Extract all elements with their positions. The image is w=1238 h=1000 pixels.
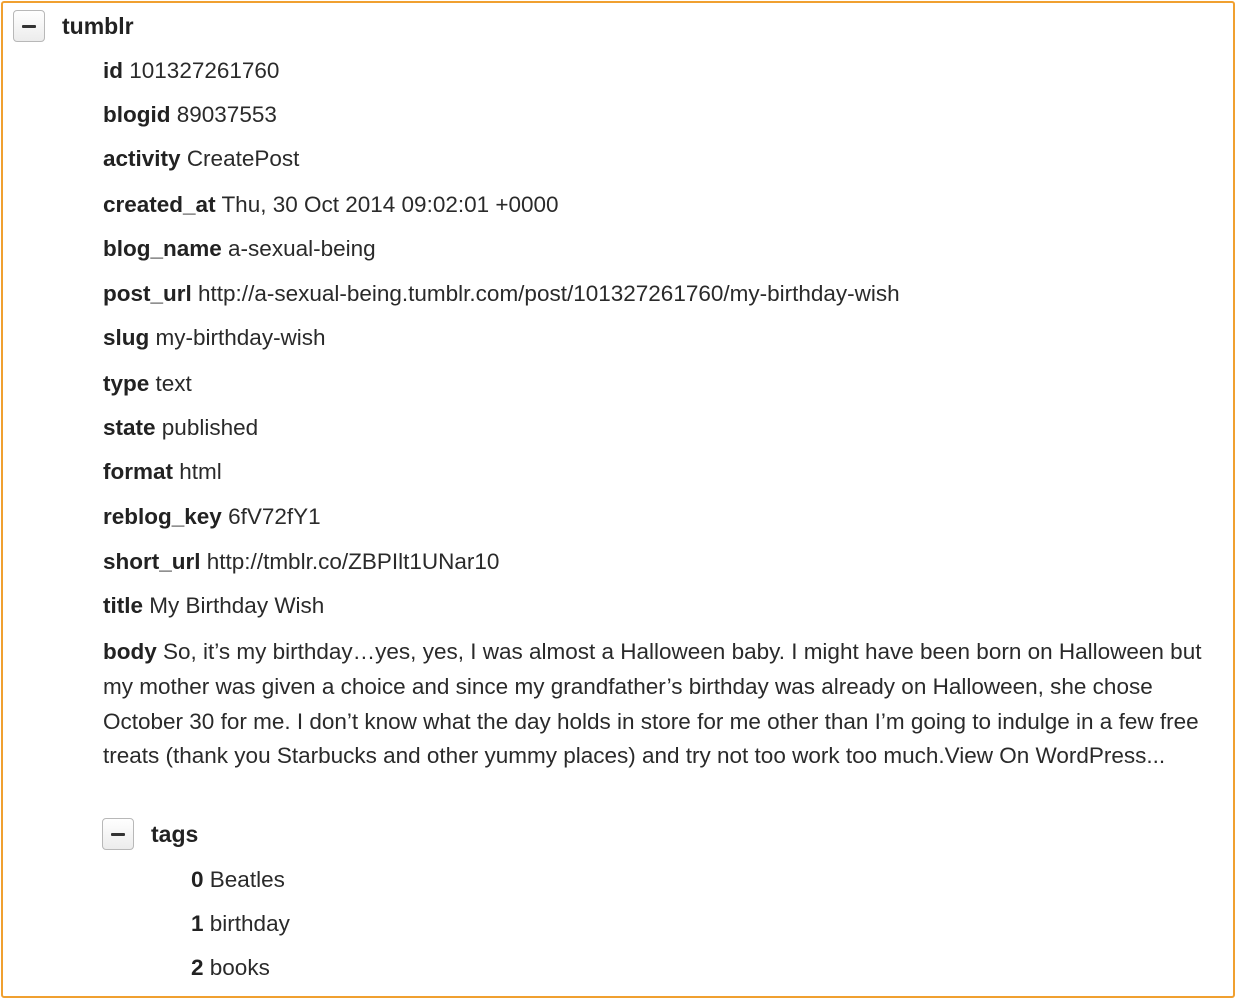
field-post-url <box>103 279 900 309</box>
tag-item <box>191 953 270 983</box>
field-key: short_url <box>103 549 201 574</box>
field-blogid <box>103 100 277 130</box>
field-type <box>103 369 192 399</box>
field-key: body <box>103 639 157 664</box>
field-key: blogid <box>103 102 171 127</box>
field-body <box>103 635 1231 774</box>
tag-index: 0 <box>191 867 204 892</box>
field-value: Thu, 30 Oct 2014 09:02:01 +0000 <box>221 192 559 217</box>
tags-node-label: tags <box>151 821 199 847</box>
field-value: CreatePost <box>186 146 300 171</box>
field-value: html <box>179 459 222 484</box>
field-value: http://tmblr.co/ZBPIlt1UNar10 <box>206 549 500 574</box>
field-short-url <box>103 547 499 577</box>
tag-index: 1 <box>191 911 204 936</box>
tag-value: birthday <box>209 911 290 936</box>
field-key: type <box>103 371 150 396</box>
field-key: reblog_key <box>103 504 222 529</box>
field-key: created_at <box>103 192 216 217</box>
field-key: activity <box>103 146 181 171</box>
field-activity <box>103 144 299 174</box>
minus-icon <box>111 833 125 836</box>
field-key: blog_name <box>103 236 222 261</box>
field-value: published <box>161 415 259 440</box>
field-value: a-sexual-being <box>228 236 376 261</box>
tag-value: Beatles <box>209 867 285 892</box>
field-blog-name <box>103 234 376 264</box>
field-slug <box>103 323 326 353</box>
tags-collapse-toggle[interactable] <box>102 818 134 850</box>
field-reblog-key <box>103 502 321 532</box>
field-created-at <box>103 190 559 220</box>
field-title <box>103 591 324 621</box>
field-value: http://a-sexual-being.tumblr.com/post/101327261760/my-birthday-wish <box>198 281 900 306</box>
json-tree-panel <box>1 1 1235 998</box>
field-value: 6fV72fY1 <box>228 504 321 529</box>
field-state <box>103 413 258 443</box>
field-key: state <box>103 415 156 440</box>
field-value: My Birthday Wish <box>149 593 325 618</box>
field-key: title <box>103 593 144 618</box>
minus-icon <box>22 25 36 28</box>
field-value: 89037553 <box>176 102 277 127</box>
tumblr-collapse-toggle[interactable] <box>13 10 45 42</box>
field-value: So, it’s my birthday…yes, yes, I was almost a Halloween baby. I might have been born on Halloween but my mother was given a choice and since my grandfather’s birthday was already on Halloween, she chose October 30 for me. I don’t know what the day holds in store for me other than I’m going to indulge in a few free treats (thank you Starbucks and other yummy places) and try not too work too much.View On WordPress... <box>103 639 1202 769</box>
field-id <box>103 56 279 86</box>
field-key: post_url <box>103 281 192 306</box>
field-key: id <box>103 58 123 83</box>
tag-value: books <box>209 955 270 980</box>
field-value: 101327261760 <box>129 58 280 83</box>
field-key: slug <box>103 325 150 350</box>
field-format <box>103 457 222 487</box>
tumblr-node-label: tumblr <box>62 13 134 39</box>
field-value: my-birthday-wish <box>155 325 326 350</box>
tag-item <box>191 865 285 895</box>
field-value: text <box>155 371 192 396</box>
field-key: format <box>103 459 174 484</box>
tag-index: 2 <box>191 955 204 980</box>
tag-item <box>191 909 290 939</box>
